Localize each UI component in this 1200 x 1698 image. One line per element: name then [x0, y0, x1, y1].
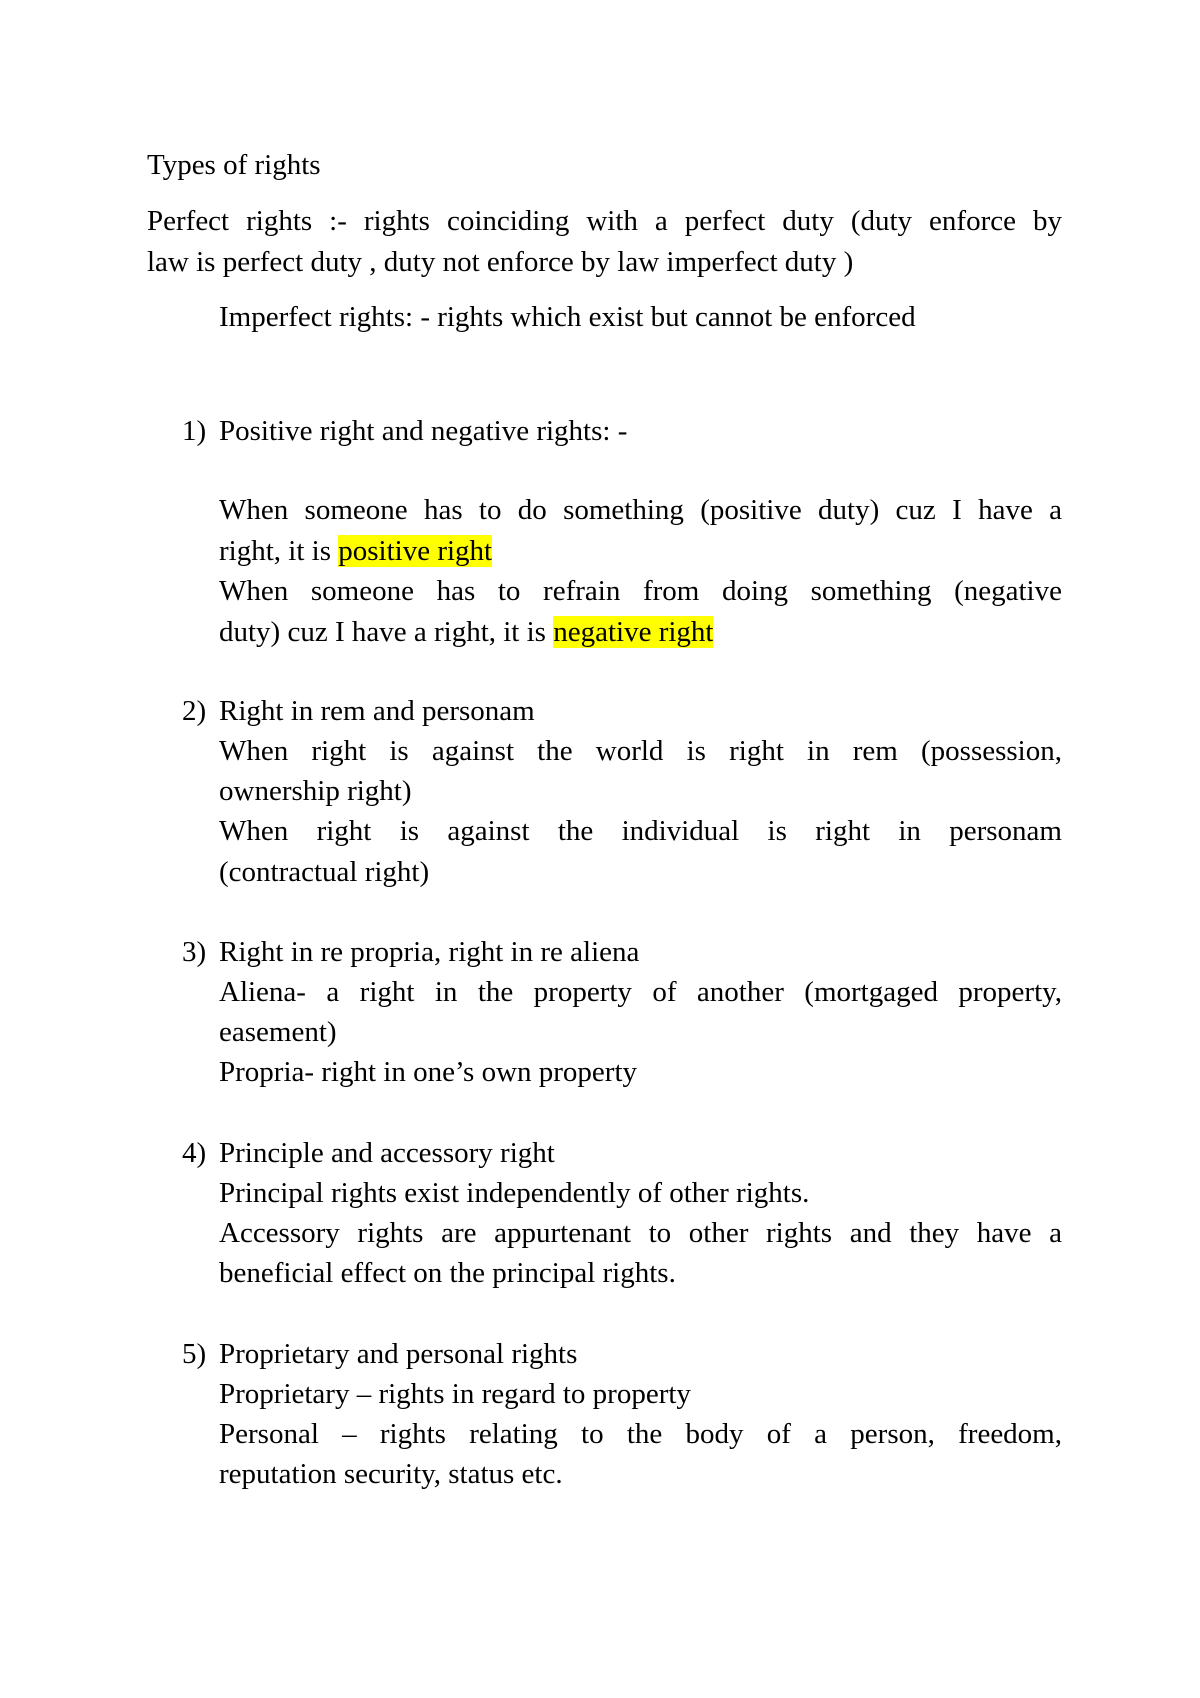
item-text-line: When right is against the world is right in rem (possession,: [219, 735, 1062, 767]
item-heading: Right in re propria, right in re aliena: [219, 936, 640, 968]
negative-right-line-2: [219, 612, 713, 652]
highlighted-term: positive right: [338, 535, 493, 567]
item-text-line: When right is against the individual is right in personam: [219, 815, 1062, 847]
perfect-rights-line-2: law is perfect duty , duty not enforce by law imperfect duty ): [147, 246, 854, 278]
item-text-line: easement): [219, 1016, 337, 1048]
item-text-line: Accessory rights are appurtenant to other rights and they have a: [219, 1217, 1062, 1249]
item-heading: Positive right and negative rights: -: [219, 415, 628, 447]
item-number: 4): [182, 1137, 207, 1169]
item-text-line: Propria- right in one’s own property: [219, 1056, 638, 1088]
item-text-line: (contractual right): [219, 856, 430, 888]
item-number: 2): [182, 695, 207, 727]
positive-right-prefix: right, it is: [219, 535, 339, 567]
item-heading: Principle and accessory right: [219, 1137, 555, 1169]
item-text-line: Personal – rights relating to the body of a person, freedom,: [219, 1418, 1062, 1450]
document-title: Types of rights: [147, 149, 321, 181]
item-text-line: ownership right): [219, 775, 412, 807]
positive-right-line-1: When someone has to do something (positive duty) cuz I have a: [219, 494, 1062, 526]
item-text-line: beneficial effect on the principal rights.: [219, 1257, 676, 1289]
negative-right-prefix: duty) cuz I have a right, it is: [219, 616, 554, 648]
imperfect-rights: Imperfect rights: - rights which exist but cannot be enforced: [219, 301, 916, 333]
item-heading: Proprietary and personal rights: [219, 1338, 578, 1370]
item-number: 3): [182, 936, 207, 968]
item-text-line: Aliena- a right in the property of another (mortgaged property,: [219, 976, 1062, 1008]
item-number: 5): [182, 1338, 207, 1370]
perfect-rights-line-1: Perfect rights :- rights coinciding with a perfect duty (duty enforce by: [147, 205, 1062, 237]
negative-right-line-1: When someone has to refrain from doing something (negative: [219, 575, 1062, 607]
highlighted-term: negative right: [553, 616, 714, 648]
item-number: 1): [182, 415, 207, 447]
item-heading: Right in rem and personam: [219, 695, 535, 727]
item-text-line: reputation security, status etc.: [219, 1458, 563, 1490]
item-text-line: Principal rights exist independently of other rights.: [219, 1177, 810, 1209]
positive-right-line-2: [219, 531, 492, 571]
item-text-line: Proprietary – rights in regard to property: [219, 1378, 691, 1410]
